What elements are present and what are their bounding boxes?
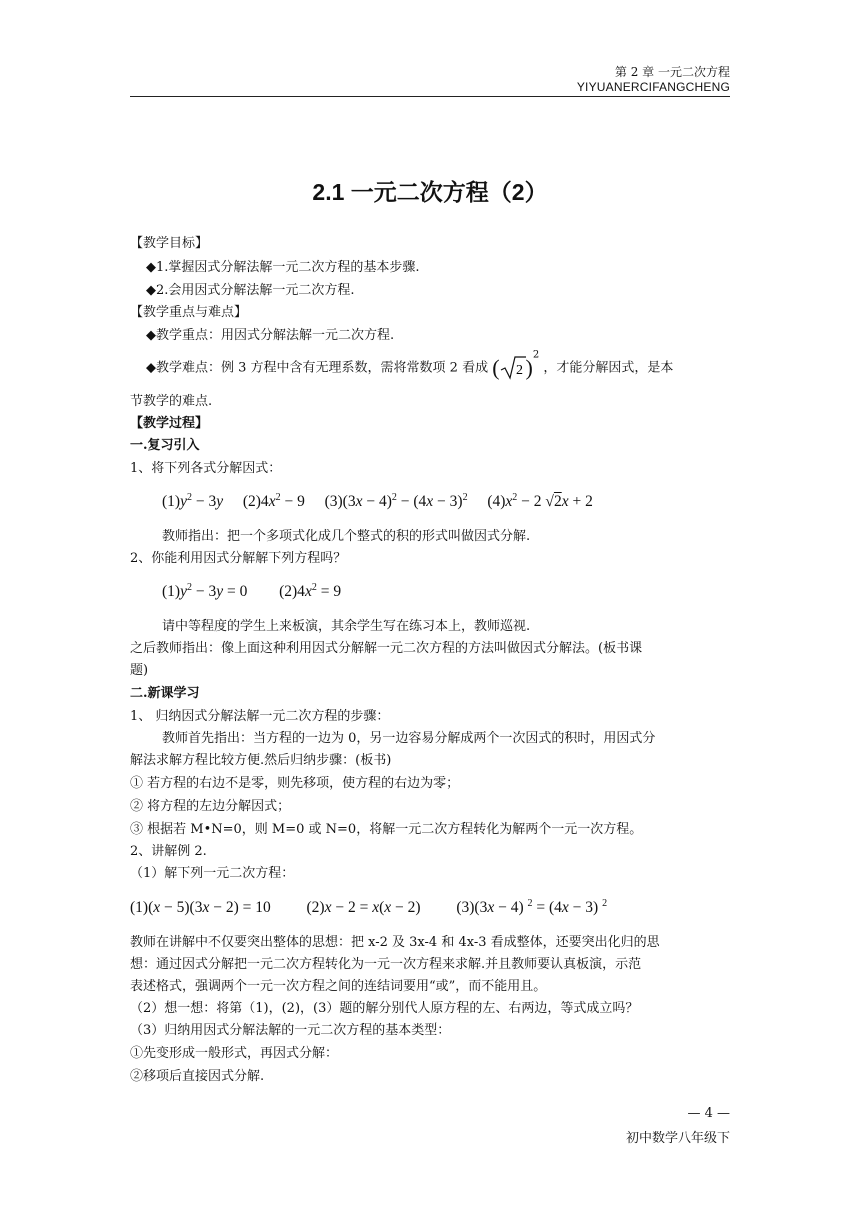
step-2: ② 将方程的左边分解因式；	[130, 799, 291, 814]
f3-c-end: − 3)	[568, 899, 603, 916]
f1-c-var: x	[355, 493, 363, 510]
f1-c-prefix: (3)(3	[324, 493, 356, 510]
example-2-heading: 2、讲解例 2.	[130, 844, 207, 859]
f1-b-var: x	[268, 493, 276, 510]
factor-formulas	[162, 493, 593, 511]
f3-c-exp2: 2	[602, 898, 608, 909]
header-pinyin: YIYUANERCIFANGCHENG	[576, 80, 730, 94]
f1-a-var2: y	[216, 493, 224, 510]
f2-b-var: x	[304, 583, 312, 600]
summary-type-1: ①先变形成一般形式，再因式分解：	[130, 1046, 339, 1061]
note-factorization: 教师指出：把一个多项式化成几个整式的积的形式叫做因式分解.	[162, 529, 531, 544]
teaching-note-1: 教师在讲解中不仅要突出整体的思想：把 x-2 及 3x-4 和 4x-3 看成整体，还要突出化归的思	[130, 935, 660, 950]
page-number: — 4 —	[687, 1106, 730, 1121]
f1-b-prefix: (2)4	[242, 493, 269, 510]
f2-a-exp: 2	[186, 582, 192, 593]
step-3: ③ 根据若 M•N=0，则 M=0 或 N=0，将解一元二次方程转化为解两个一元一次方程。	[130, 822, 643, 837]
f3-c-mid: − 4)	[494, 899, 528, 916]
f1-d-sqrt: √2	[545, 493, 562, 510]
think-question: （2）想一想：将第（1)，(2)，(3）题的解分别代人原方程的左、右两边，等式成立吗？	[130, 1001, 639, 1016]
header-chapter: 第 2 章 一元二次方程	[614, 65, 730, 79]
difficulty-text-c: 节教学的难点.	[130, 394, 213, 409]
f1-d-exp: 2	[512, 492, 518, 503]
goal-item-2: ◆2.会用因式分解法解一元二次方程.	[146, 283, 355, 298]
f1-d-mid: − 2	[517, 493, 546, 510]
f1-c-mid2: − (4	[396, 493, 427, 510]
f3-c-var2: x	[561, 899, 569, 916]
f1-c-var2: x	[426, 493, 434, 510]
header-divider	[130, 96, 730, 97]
key-focus: ◆教学重点：用因式分解法解一元二次方程.	[146, 328, 395, 343]
process-heading: 【教学过程】	[130, 416, 209, 431]
difficulty-text-b: ，才能分解因式，是本	[543, 360, 674, 376]
paragraph-teacher-note-a: 之后教师指出：像上面这种利用因式分解解一元二次方程的方法叫做因式分解法。(板书课	[130, 641, 643, 656]
f3-a-prefix: (1)(	[130, 899, 154, 916]
page-title: 2.1 一元二次方程（2）	[312, 179, 548, 205]
summary-types-heading: （3）归纳用因式分解法解的一元二次方程的基本类型：	[130, 1023, 451, 1038]
f3-c-mid2: = (4	[532, 899, 562, 916]
key-heading: 【教学重点与难点】	[130, 305, 248, 320]
paragraph-teacher-note-b: 题)	[130, 663, 149, 678]
f1-d-var2: x	[561, 493, 569, 510]
f1-b-rest: − 9	[280, 493, 305, 510]
f1-a-exp: 2	[186, 492, 192, 503]
step-1: ① 若方程的右边不是零，则先移项，使方程的右边为零；	[130, 776, 460, 791]
f1-d-prefix: (4)	[487, 493, 506, 510]
f1-b-exp: 2	[275, 492, 281, 503]
f3-a-var2: x	[202, 899, 210, 916]
f1-d-end: + 2	[568, 493, 593, 510]
f1-d-radicand: 2	[553, 493, 562, 510]
example-2-instruction: （1）解下列一元二次方程：	[130, 866, 295, 881]
f3-c-var: x	[487, 899, 495, 916]
f1-c-exp: 2	[391, 492, 397, 503]
sqrt-radicand: 2	[515, 363, 523, 378]
f2-a-prefix: (1)	[162, 583, 181, 600]
f1-a-var: y	[180, 493, 187, 510]
sqrt-expression: (	[492, 355, 500, 380]
question-2: 2、你能利用因式分解解下列方程吗？	[130, 551, 347, 566]
f2-b-end: = 9	[316, 583, 342, 600]
f3-b-mid2: (	[379, 899, 385, 916]
footer-book-title: 初中数学八年级下	[625, 1131, 730, 1146]
f1-a-prefix: (1)	[162, 493, 181, 510]
section-new-lesson: 二.新课学习	[130, 686, 200, 701]
f3-b-end: − 2)	[391, 899, 421, 916]
f2-b-prefix: (2)4	[279, 583, 305, 600]
teaching-note-3: 表述格式，强调两个一元一次方程之间的连结词要用“或”，而不能用且。	[130, 979, 547, 994]
goal-item-1: ◆1.掌握因式分解法解一元二次方程的基本步骤.	[146, 260, 420, 275]
sqrt-symbol	[500, 355, 526, 381]
f2-a-var2: y	[216, 583, 224, 600]
f3-b-mid: − 2 =	[331, 899, 373, 916]
f2-a-mid: − 3	[191, 583, 217, 600]
step-summary-text-a: 教师首先指出：当方程的一边为 0，另一边容易分解成两个一次因式的积时，用因式分	[162, 731, 656, 746]
f3-c-prefix: (3)(3	[456, 899, 488, 916]
f3-a-mid: − 5)(3	[160, 899, 203, 916]
summary-type-2: ②移项后直接因式分解.	[130, 1069, 265, 1084]
f1-d-var: x	[505, 493, 513, 510]
section-review: 一.复习引入	[130, 438, 200, 453]
f3-a-var: x	[153, 899, 161, 916]
f3-b-var: x	[324, 899, 332, 916]
f3-b-var3: x	[384, 899, 392, 916]
paragraph-board-work: 请中等程度的学生上来板演，其余学生写在练习本上，教师巡视.	[162, 619, 531, 634]
f3-b-var2: x	[372, 899, 380, 916]
f3-a-end: − 2) = 10	[209, 899, 271, 916]
goals-heading: 【教学目标】	[130, 236, 209, 251]
f2-a-var: y	[180, 583, 187, 600]
f3-c-exp: 2	[527, 898, 533, 909]
f1-c-exp2: 2	[462, 492, 468, 503]
example-equations	[130, 899, 607, 917]
step-summary-text-b: 解法求解方程比较方便.然后归纳步骤：(板书)	[130, 753, 392, 768]
question-1: 1、将下列各式分解因式：	[130, 461, 282, 476]
key-difficulty	[146, 349, 674, 383]
f1-a-rest: − 3	[191, 493, 217, 510]
sqrt-paren-close: )	[525, 355, 533, 380]
f3-b-prefix: (2)	[306, 899, 325, 916]
difficulty-text-a: ◆教学难点：例 3 方程中含有无理系数，需将常数项 2 看成	[146, 360, 489, 376]
sqrt-power: 2	[532, 349, 540, 361]
teaching-note-2: 想：通过因式分解把一元二次方程转化为一元一次方程来求解.并且教师要认真板演，示范	[130, 957, 642, 972]
f1-c-mid: − 4)	[362, 493, 392, 510]
f1-c-end: − 3)	[433, 493, 463, 510]
f2-a-end: = 0	[223, 583, 248, 600]
step-summary-heading: 1、 归纳因式分解法解一元二次方程的步骤：	[130, 709, 390, 724]
f2-b-exp: 2	[311, 582, 317, 593]
equation-formulas	[162, 583, 341, 601]
